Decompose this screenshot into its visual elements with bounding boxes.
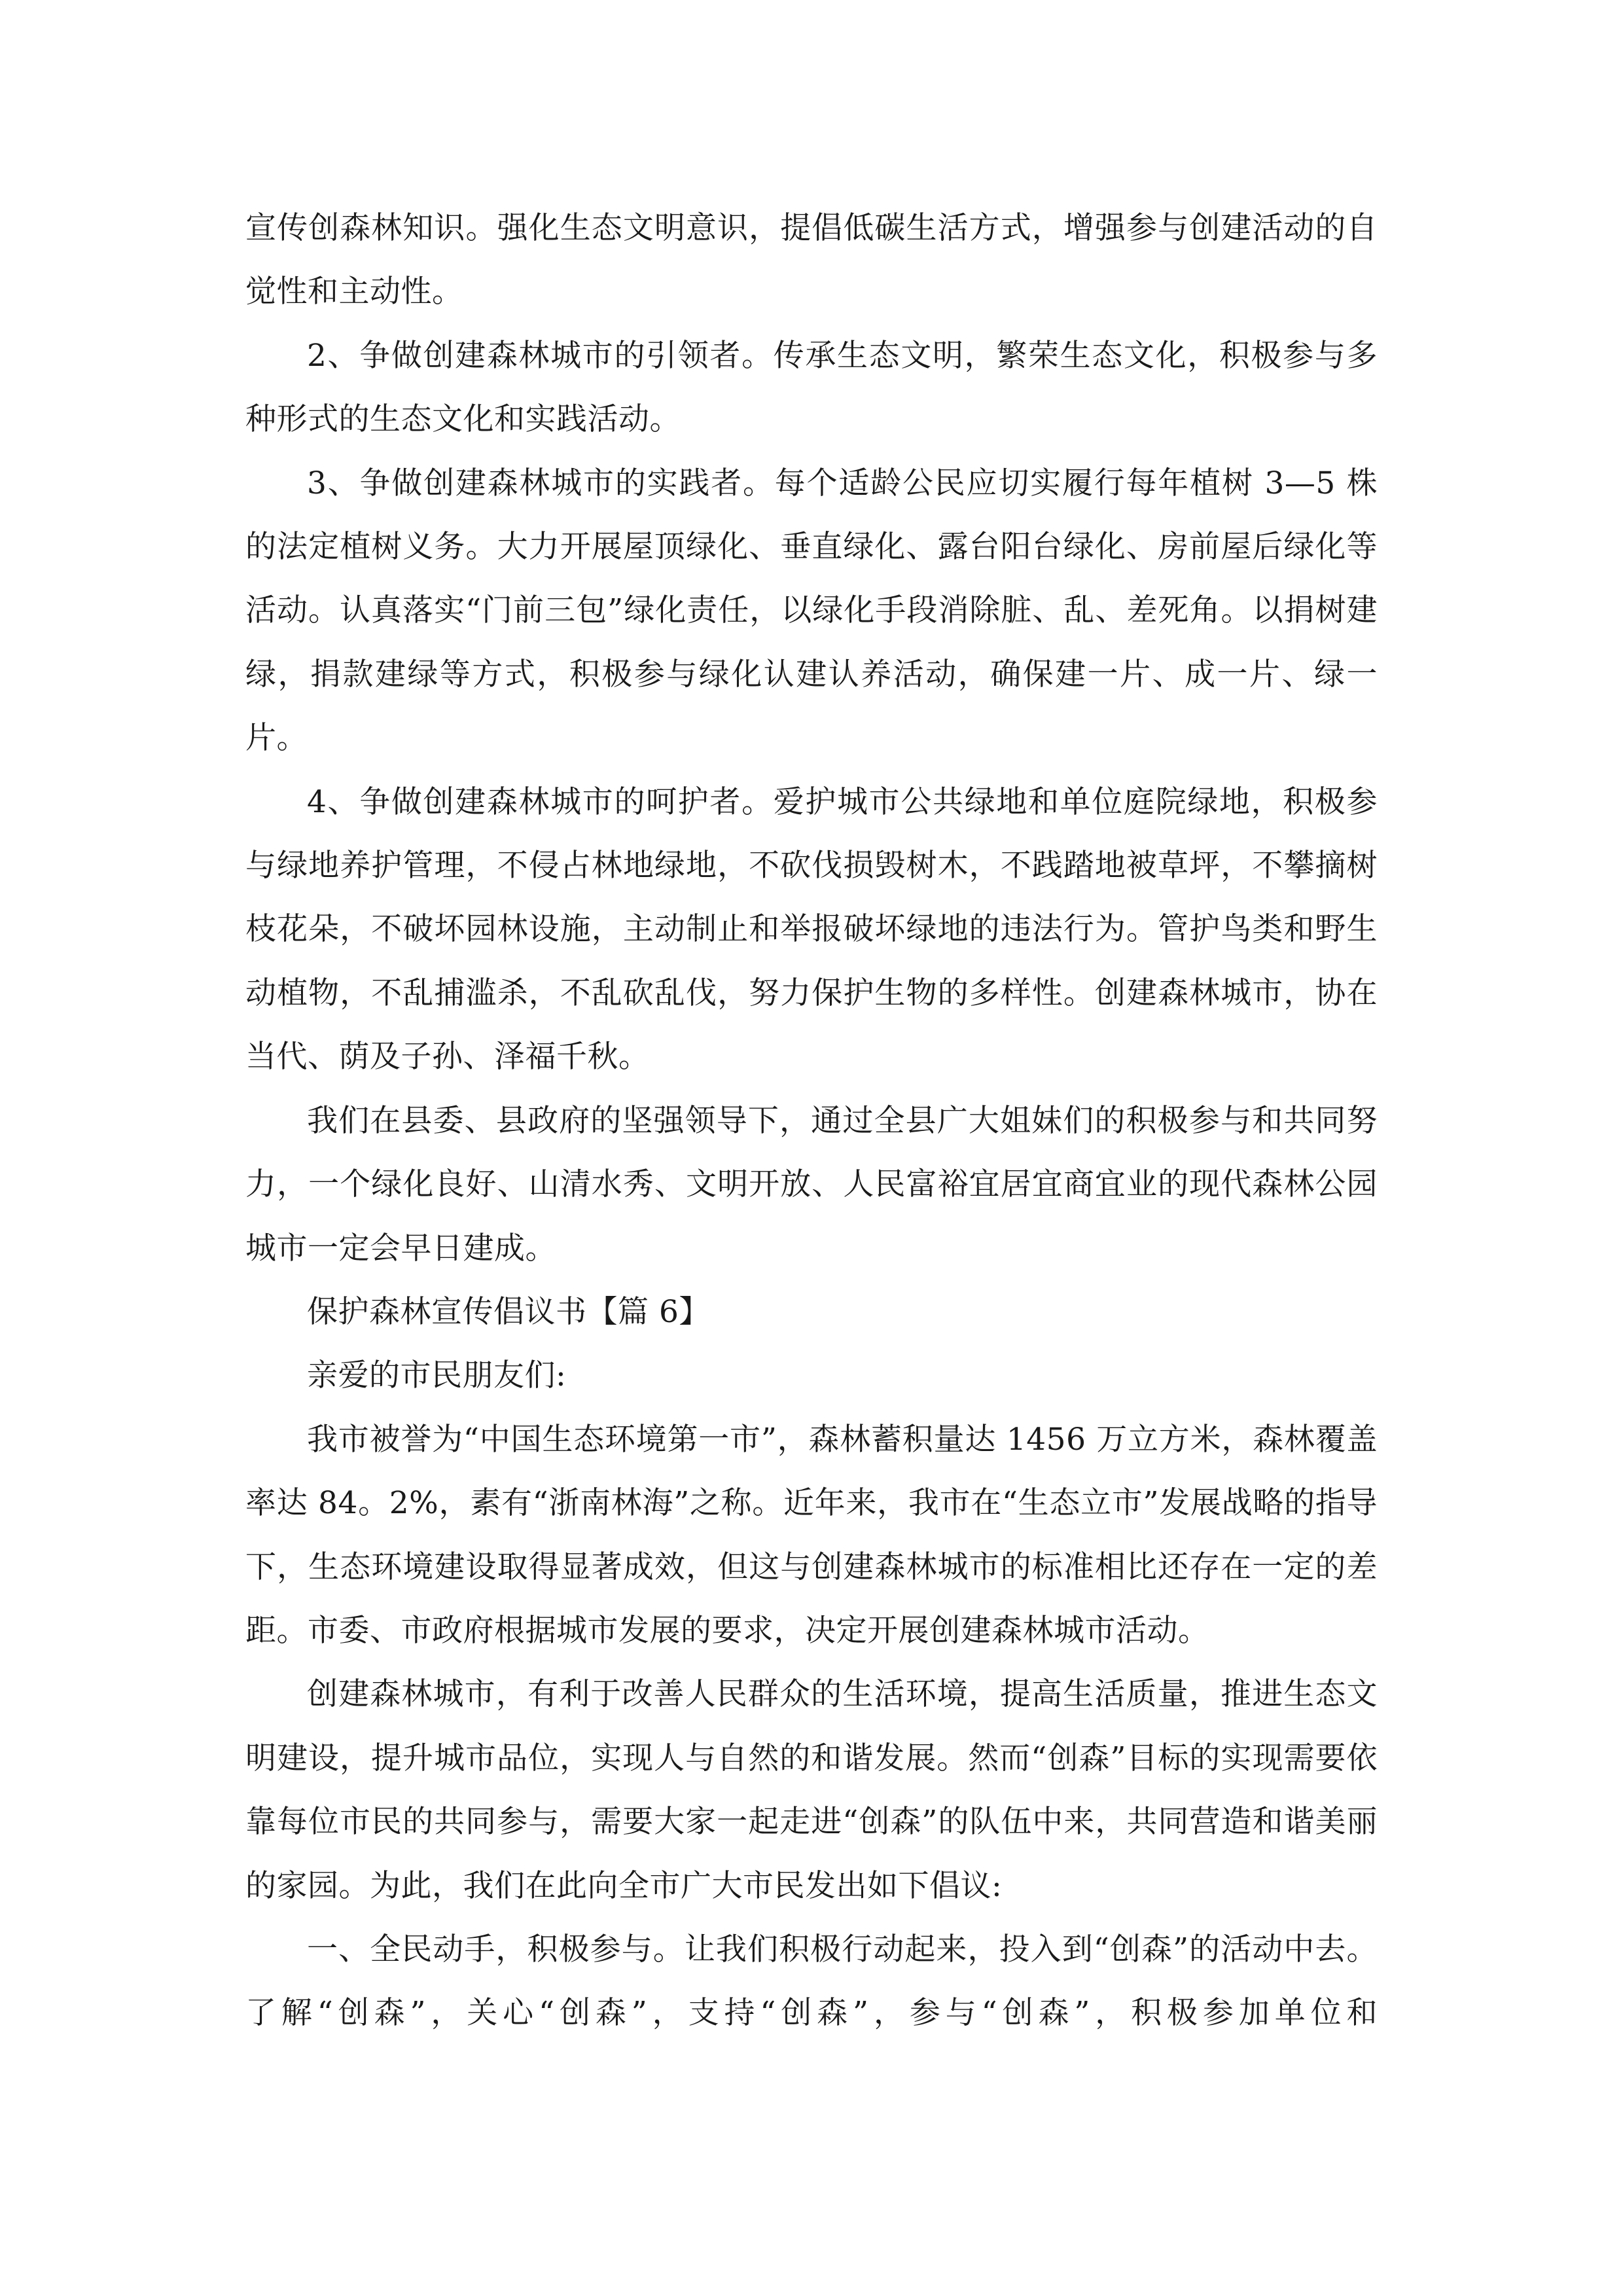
salutation: 亲爱的市民朋友们: bbox=[307, 1357, 567, 1394]
paragraph-item-2: 2、争做创建森林城市的引领者。传承生态文明，繁荣生态文化，积极参与多种形式的生态文化和实践活动。 bbox=[245, 337, 1378, 438]
paragraph-proposal-1: 一、全民动手，积极参与。让我们积极行动起来，投入到“创森”的活动中去。了解“创森”，关心“创森”，支持“创森”，参与“创森”，积极参加单位和 bbox=[245, 1931, 1378, 2032]
paragraph-continuation: 宣传创森林知识。强化生态文明意识，提倡低碳生活方式，增强参与创建活动的自觉性和主动性。 bbox=[245, 210, 1378, 310]
paragraph-item-3: 3、争做创建森林城市的实践者。每个适龄公民应切实履行每年植树 3—5 株的法定植树义务。大力开展屋顶绿化、垂直绿化、露台阳台绿化、房前屋后绿化等活动。认真落实“门前三包”绿化责任，以绿化手段消除脏、乱、差死角。以捐树建绿，捐款建绿等方式，积极参与绿化认建认养活动，确保建一片、成一片、绿一片。 bbox=[245, 465, 1378, 757]
paragraph-intro: 我市被誉为“中国生态环境第一市”，森林蓄积量达 1456 万立方米，森林覆盖率达 84。2%，素有“浙南林海”之称。近年来，我市在“生态立市”发展战略的指导下，生态环境建设取得显著成效，但这与创建森林城市的标准相比还存在一定的差距。市委、市政府根据城市发展的要求，决定开展创建森林城市活动。 bbox=[245, 1421, 1378, 1649]
document-body bbox=[245, 196, 1378, 2045]
paragraph-purpose: 创建森林城市，有利于改善人民群众的生活环境，提高生活质量，推进生态文明建设，提升城市品位，实现人与自然的和谐发展。然而“创森”目标的实现需要依靠每位市民的共同参与，需要大家一起走进“创森”的队伍中来，共同营造和谐美丽的家园。为此，我们在此向全市广大市民发出如下倡议: bbox=[245, 1676, 1378, 1904]
section-heading: 保护森林宣传倡议书【篇 6】 bbox=[307, 1293, 710, 1330]
paragraph-item-4: 4、争做创建森林城市的呵护者。爱护城市公共绿地和单位庭院绿地，积极参与绿地养护管理，不侵占林地绿地，不砍伐损毁树木，不践踏地被草坪，不攀摘树枝花朵，不破坏园林设施，主动制止和举报破坏绿地的违法行为。管护鸟类和野生动植物，不乱捕滥杀，不乱砍乱伐，努力保护生物的多样性。创建森林城市，协在当代、荫及子孙、泽福千秋。 bbox=[245, 783, 1378, 1075]
paragraph-closing: 我们在县委、县政府的坚强领导下，通过全县广大姐妹们的积极参与和共同努力，一个绿化良好、山清水秀、文明开放、人民富裕宜居宜商宜业的现代森林公园城市一定会早日建成。 bbox=[245, 1102, 1378, 1266]
